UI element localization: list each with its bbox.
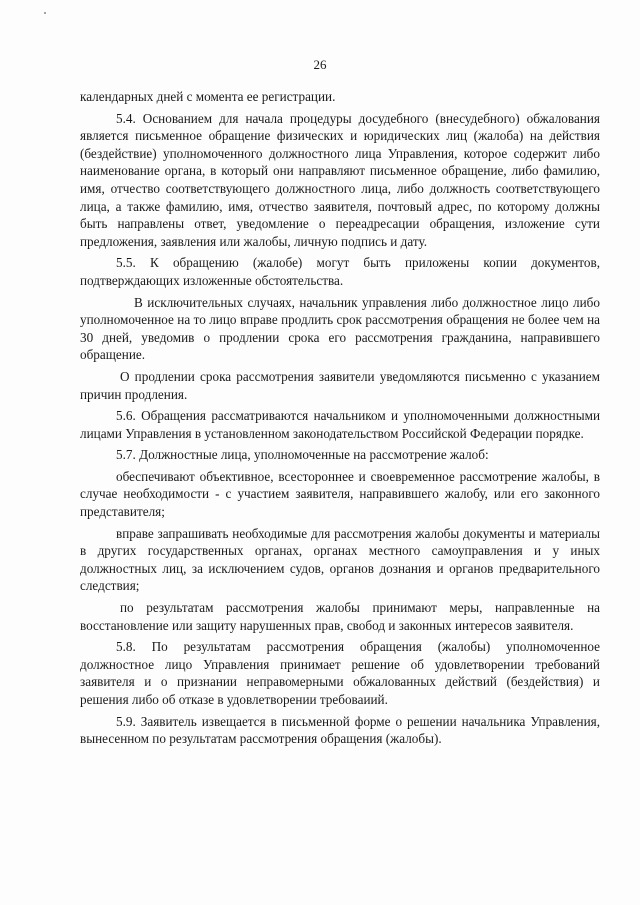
paragraph-continuation: календарных дней с момента ее регистрации. (80, 89, 336, 104)
paragraph-5-7-item-2: вправе запрашивать необходимые для рассмотрения жалобы документы и материалы в других государственных органах, органах местного самоуправления и у иных должностных лиц, за исключением судов, органов дознания и органов предварительного следствия; (80, 525, 600, 594)
page-number: 26 (313, 57, 327, 72)
document-body (80, 88, 600, 752)
paragraph-5-8: 5.8. По результатам рассмотрения обращения (жалобы) уполномоченное должностное лицо Управления принимает решение об удовлетворении требований заявителя и о признании неправомерными обжалованных действий (бездействия) и решения либо об отказе в удовлетворении требоваиий. (80, 639, 600, 707)
paragraph-5-9: 5.9. Заявитель извещается в письменной форме о решении начальника Управления, вынесенном по результатам рассмотрения обращения (жалобы). (80, 713, 600, 747)
paragraph-5-7: 5.7. Должностные лица, уполномоченные на рассмотрение жалоб: (116, 447, 489, 463)
scan-speck (44, 12, 46, 14)
paragraph-5-7-item-1: обеспечивают объективное, всестороннее и своевременное рассмотрение жалобы, в случае необходимости - с участием заявителя, направившего жалобу, или его законного представителя; (80, 468, 600, 520)
paragraph-5-4: 5.4. Основанием для начала процедуры досудебного (внесудебного) обжалования является письменное обращение физических и юридических лиц (жалоба) на действия (бездействие) уполномоченного должностного лица Управления, которое содержит либо наименование органа, в который они направляют письменное обращение, либо фамилию, имя, отчество соответствующего должностного лица, либо должность соответствующего лица, а также фамилию, имя, отчество заявителя, почтовый адрес, по которому должны быть направлены ответ, уведомление о переадресации обращения, изложение сути предложения, заявления или жалобы, личную подпись и дату. (80, 110, 600, 249)
paragraph-extension-notice: О продлении срока рассмотрения заявители уведомляются письменно с указанием причин продления. (80, 368, 600, 402)
paragraph-5-7-item-3: по результатам рассмотрения жалобы принимают меры, направленные на восстановление или защиту нарушенных прав, свобод и законных интересов заявителя. (80, 600, 600, 633)
paragraph-5-5: 5.5. К обращению (жалобе) могут быть приложены копии документов, подтверждающих изложенные обстоятельства. (80, 255, 600, 288)
paragraph-exceptional-cases: В исключительных случаях, начальник управления либо должностное лицо либо уполномоченное на то лицо вправе продлить срок рассмотрения обращения не более чем на 30 дней, уведомив о продлении срока его рассмотрения гражданина, направившего обращение. (80, 294, 600, 363)
paragraph-5-6: 5.6. Обращения рассматриваются начальником и уполномоченными должностными лицами Управления в установленном законодательством Российской Федерации порядке. (80, 408, 600, 441)
